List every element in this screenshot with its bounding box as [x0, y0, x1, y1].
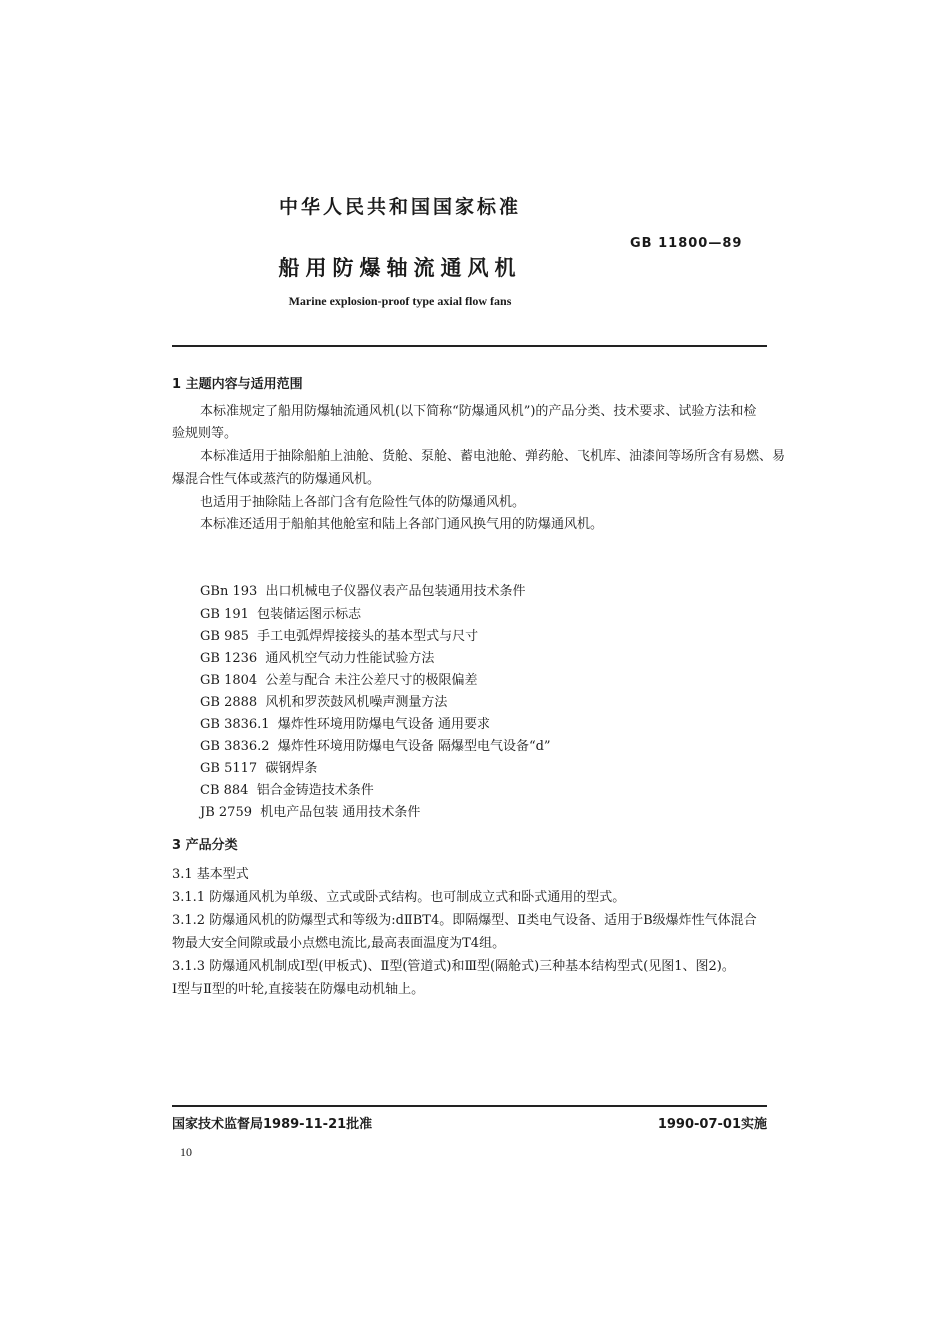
- reference-code: GB 985: [200, 629, 249, 644]
- section-1-line: 本标准还适用于船舶其他舱室和陆上各部门通风换气用的防爆通风机。: [200, 517, 604, 532]
- reference-title: 机电产品包装 通用技术条件: [260, 805, 421, 820]
- section-1-line: 也适用于抽除陆上各部门含有危险性气体的防爆通风机。: [200, 495, 526, 510]
- reference-code: JB 2759: [200, 805, 252, 820]
- bottom-divider: [172, 1105, 767, 1107]
- document-title-cn: 船用防爆轴流通风机: [278, 256, 522, 280]
- reference-item: [200, 625, 478, 644]
- reference-item: [200, 713, 490, 732]
- section-3-line: 3.1.2 防爆通风机的防爆型式和等级为:dⅡBT4。即隔爆型、Ⅱ类电气设备、适用于B级爆炸性气体混合: [172, 913, 757, 928]
- reference-item: [200, 580, 526, 599]
- section-1-line: 爆混合性气体或蒸汽的防爆通风机。: [172, 472, 381, 487]
- approval-statement: 国家技术监督局1989-11-21批准: [172, 1117, 373, 1132]
- reference-code: CB 884: [200, 783, 249, 798]
- subsection-3-1-heading: 3.1 基本型式: [172, 867, 249, 882]
- reference-title: 包装储运图示标志: [257, 607, 362, 622]
- section-3-line: 物最大安全间隙或最小点燃电流比,最高表面温度为T4组。: [172, 936, 506, 951]
- reference-title: 公差与配合 未注公差尺寸的极限偏差: [265, 673, 478, 688]
- reference-code: GBn 193: [200, 584, 258, 599]
- section-3-line: 3.1.3 防爆通风机制成Ⅰ型(甲板式)、Ⅱ型(管道式)和Ⅲ型(隔舱式)三种基本结构型式(见图1、图2)。: [172, 959, 735, 974]
- section-1-line: 本标准规定了船用防爆轴流通风机(以下简称“防爆通风机”)的产品分类、技术要求、试验方法和检: [200, 404, 757, 419]
- implementation-date: 1990-07-01实施: [657, 1117, 767, 1132]
- section-3-line: Ⅰ型与Ⅱ型的叶轮,直接装在防爆电动机轴上。: [172, 982, 425, 997]
- reference-item: [200, 603, 361, 622]
- reference-title: 出口机械电子仪器仪表产品包装通用技术条件: [265, 584, 526, 599]
- section-3-line: 3.1.1 防爆通风机为单级、立式或卧式结构。也可制成立式和卧式通用的型式。: [172, 890, 626, 905]
- reference-code: GB 1236: [200, 651, 258, 666]
- page-number: 10: [180, 1145, 192, 1159]
- reference-title: 碳钢焊条: [265, 761, 318, 776]
- section-3-heading: 3 产品分类: [172, 838, 238, 853]
- national-standard-label: 中华人民共和国国家标准: [278, 196, 521, 218]
- reference-item: [200, 757, 317, 776]
- top-divider: [172, 345, 767, 347]
- reference-item: [200, 779, 374, 798]
- section-1-heading: 1 主题内容与适用范围: [172, 377, 303, 392]
- reference-code: GB 191: [200, 607, 249, 622]
- reference-code: GB 2888: [200, 695, 258, 710]
- section-1-line: 验规则等。: [172, 426, 238, 441]
- reference-title: 手工电弧焊焊接接头的基本型式与尺寸: [257, 629, 479, 644]
- reference-item: [200, 647, 434, 666]
- reference-code: GB 3836.1: [200, 717, 270, 732]
- reference-item: [200, 691, 447, 710]
- reference-code: GB 5117: [200, 761, 258, 776]
- reference-item: [200, 735, 551, 754]
- reference-title: 铝合金铸造技术条件: [256, 783, 374, 798]
- reference-item: [200, 801, 420, 820]
- reference-code: GB 3836.2: [200, 739, 270, 754]
- reference-title: 通风机空气动力性能试验方法: [265, 651, 435, 666]
- reference-title: 爆炸性环境用防爆电气设备 通用要求: [277, 717, 490, 732]
- reference-code: GB 1804: [200, 673, 258, 688]
- document-title-en: Marine explosion-proof type axial flow fans: [288, 294, 512, 308]
- reference-title: 风机和罗茨鼓风机噪声测量方法: [265, 695, 448, 710]
- reference-item: [200, 669, 478, 688]
- section-1-line: 本标准适用于抽除船舶上油舱、货舱、泵舱、蓄电池舱、弹药舱、飞机库、油漆间等场所含有易燃、易: [200, 449, 786, 464]
- reference-title: 爆炸性环境用防爆电气设备 隔爆型电气设备“d”: [277, 739, 551, 754]
- standard-number: GB 11800—89: [630, 236, 743, 251]
